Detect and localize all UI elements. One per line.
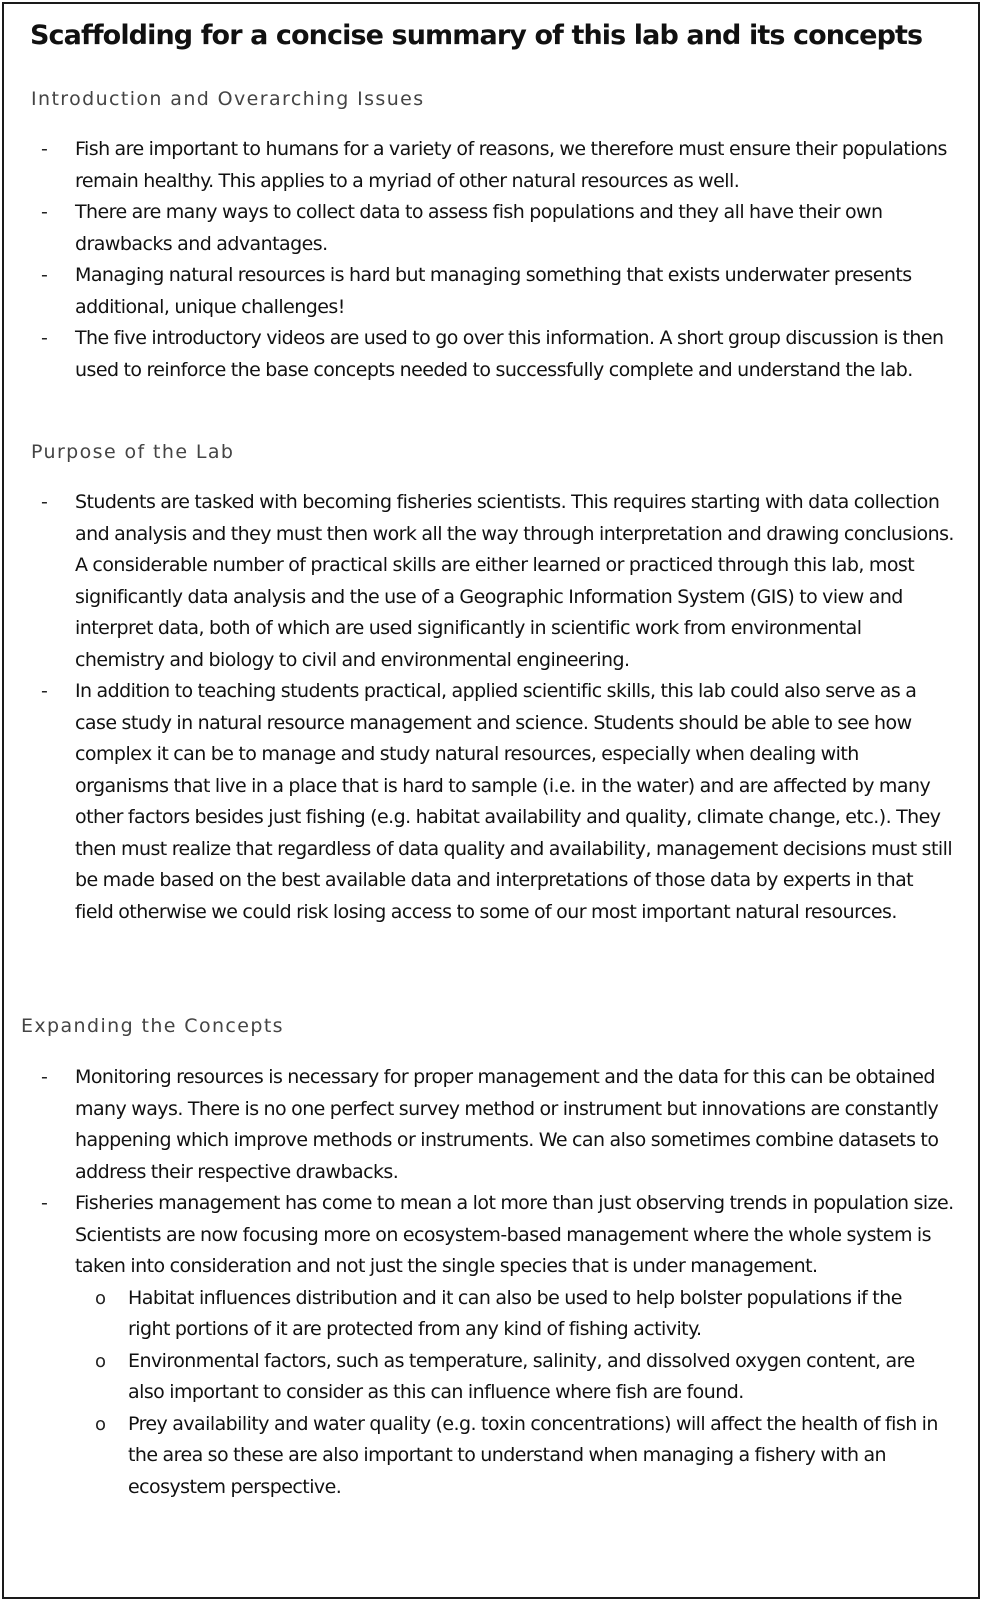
circle-bullet-icon: o xyxy=(95,1413,107,1435)
sub-list-item: o Environmental factors, such as temperature, salinity, and dissolved oxygen content, are also important to consider as this can influence where fish are found. xyxy=(0,1346,960,1409)
dash-bullet: - xyxy=(41,680,48,702)
purpose-list xyxy=(0,487,960,928)
list-item: - Managing natural resources is hard but managing something that exists underwater presents additional, unique challenges! xyxy=(0,260,960,323)
sub-list xyxy=(0,1283,960,1504)
list-item: - The five introductory videos are used to go over this information. A short group discussion is then used to reinforce the base concepts needed to successfully complete and understand the lab. xyxy=(0,323,960,386)
section-heading-expanding: Expanding the Concepts xyxy=(21,1015,284,1037)
list-item: - Students are tasked with becoming fisheries scientists. This requires starting with data collection and analysis and they must then work all the way through interpretation and drawing conclusions. A considerable number of practical skills are either learned or practiced through this lab, most significantly data analysis and the use of a Geographic Information System (GIS) to view and interpret data, both of which are used significantly in scientific work from environmental chemistry and biology to civil and environmental engineering. xyxy=(0,487,960,676)
dash-bullet: - xyxy=(41,264,48,286)
list-item: - In addition to teaching students practical, applied scientific skills, this lab could also serve as a case study in natural resource management and science. Students should be able to see how complex it can be to manage and study natural resources, especially when dealing with organisms that live in a place that is hard to sample (i.e. in the water) and are affected by many other factors besides just fishing (e.g. habitat availability and quality, climate change, etc.). They then must realize that regardless of data quality and availability, management decisions must still be made based on the best available data and interpretations of those data by experts in that field otherwise we could risk losing access to some of our most important natural resources. xyxy=(0,676,960,928)
dash-bullet: - xyxy=(41,1066,48,1088)
dash-bullet: - xyxy=(41,201,48,223)
expanding-list xyxy=(0,1062,960,1503)
list-item: - Fisheries management has come to mean a lot more than just observing trends in population size. Scientists are now focusing more on ecosystem-based management where the whole system is taken into consideration and not just the single species that is under management. o Habitat influences distribution and it can also be used to help bolster populations if the right portions of it are protected from any kind of fishing activity. o Environmental factors, such as temperature, salinity, and dissolved oxygen content, are also important to consider as this can influence where fish are found. o Prey availability and water quality (e.g. toxin concentrations) will affect the health of fish in the area so these are also important to understand when managing a fishery with an ecosystem perspective. xyxy=(0,1188,960,1503)
list-item: - Fish are important to humans for a variety of reasons, we therefore must ensure their populations remain healthy. This applies to a myriad of other natural resources as well. xyxy=(0,134,960,197)
circle-bullet-icon: o xyxy=(95,1350,107,1372)
dash-bullet: - xyxy=(41,138,48,160)
dash-bullet: - xyxy=(41,327,48,349)
introduction-list xyxy=(0,134,960,386)
circle-bullet-icon: o xyxy=(95,1287,107,1309)
dash-bullet: - xyxy=(41,1192,48,1214)
list-item: - Monitoring resources is necessary for proper management and the data for this can be obtained many ways. There is no one perfect survey method or instrument but innovations are constantly happening which improve methods or instruments. We can also sometimes combine datasets to address their respective drawbacks. xyxy=(0,1062,960,1188)
sub-list-item: o Habitat influences distribution and it can also be used to help bolster populations if the right portions of it are protected from any kind of fishing activity. xyxy=(0,1283,960,1346)
dash-bullet: - xyxy=(41,491,48,513)
document-title: Scaffolding for a concise summary of this lab and its concepts xyxy=(30,20,923,51)
sub-list-item: o Prey availability and water quality (e.g. toxin concentrations) will affect the health of fish in the area so these are also important to understand when managing a fishery with an ecosystem perspective. xyxy=(0,1409,960,1504)
list-item: - There are many ways to collect data to assess fish populations and they all have their own drawbacks and advantages. xyxy=(0,197,960,260)
section-heading-introduction: Introduction and Overarching Issues xyxy=(31,88,425,110)
section-heading-purpose: Purpose of the Lab xyxy=(31,441,235,463)
